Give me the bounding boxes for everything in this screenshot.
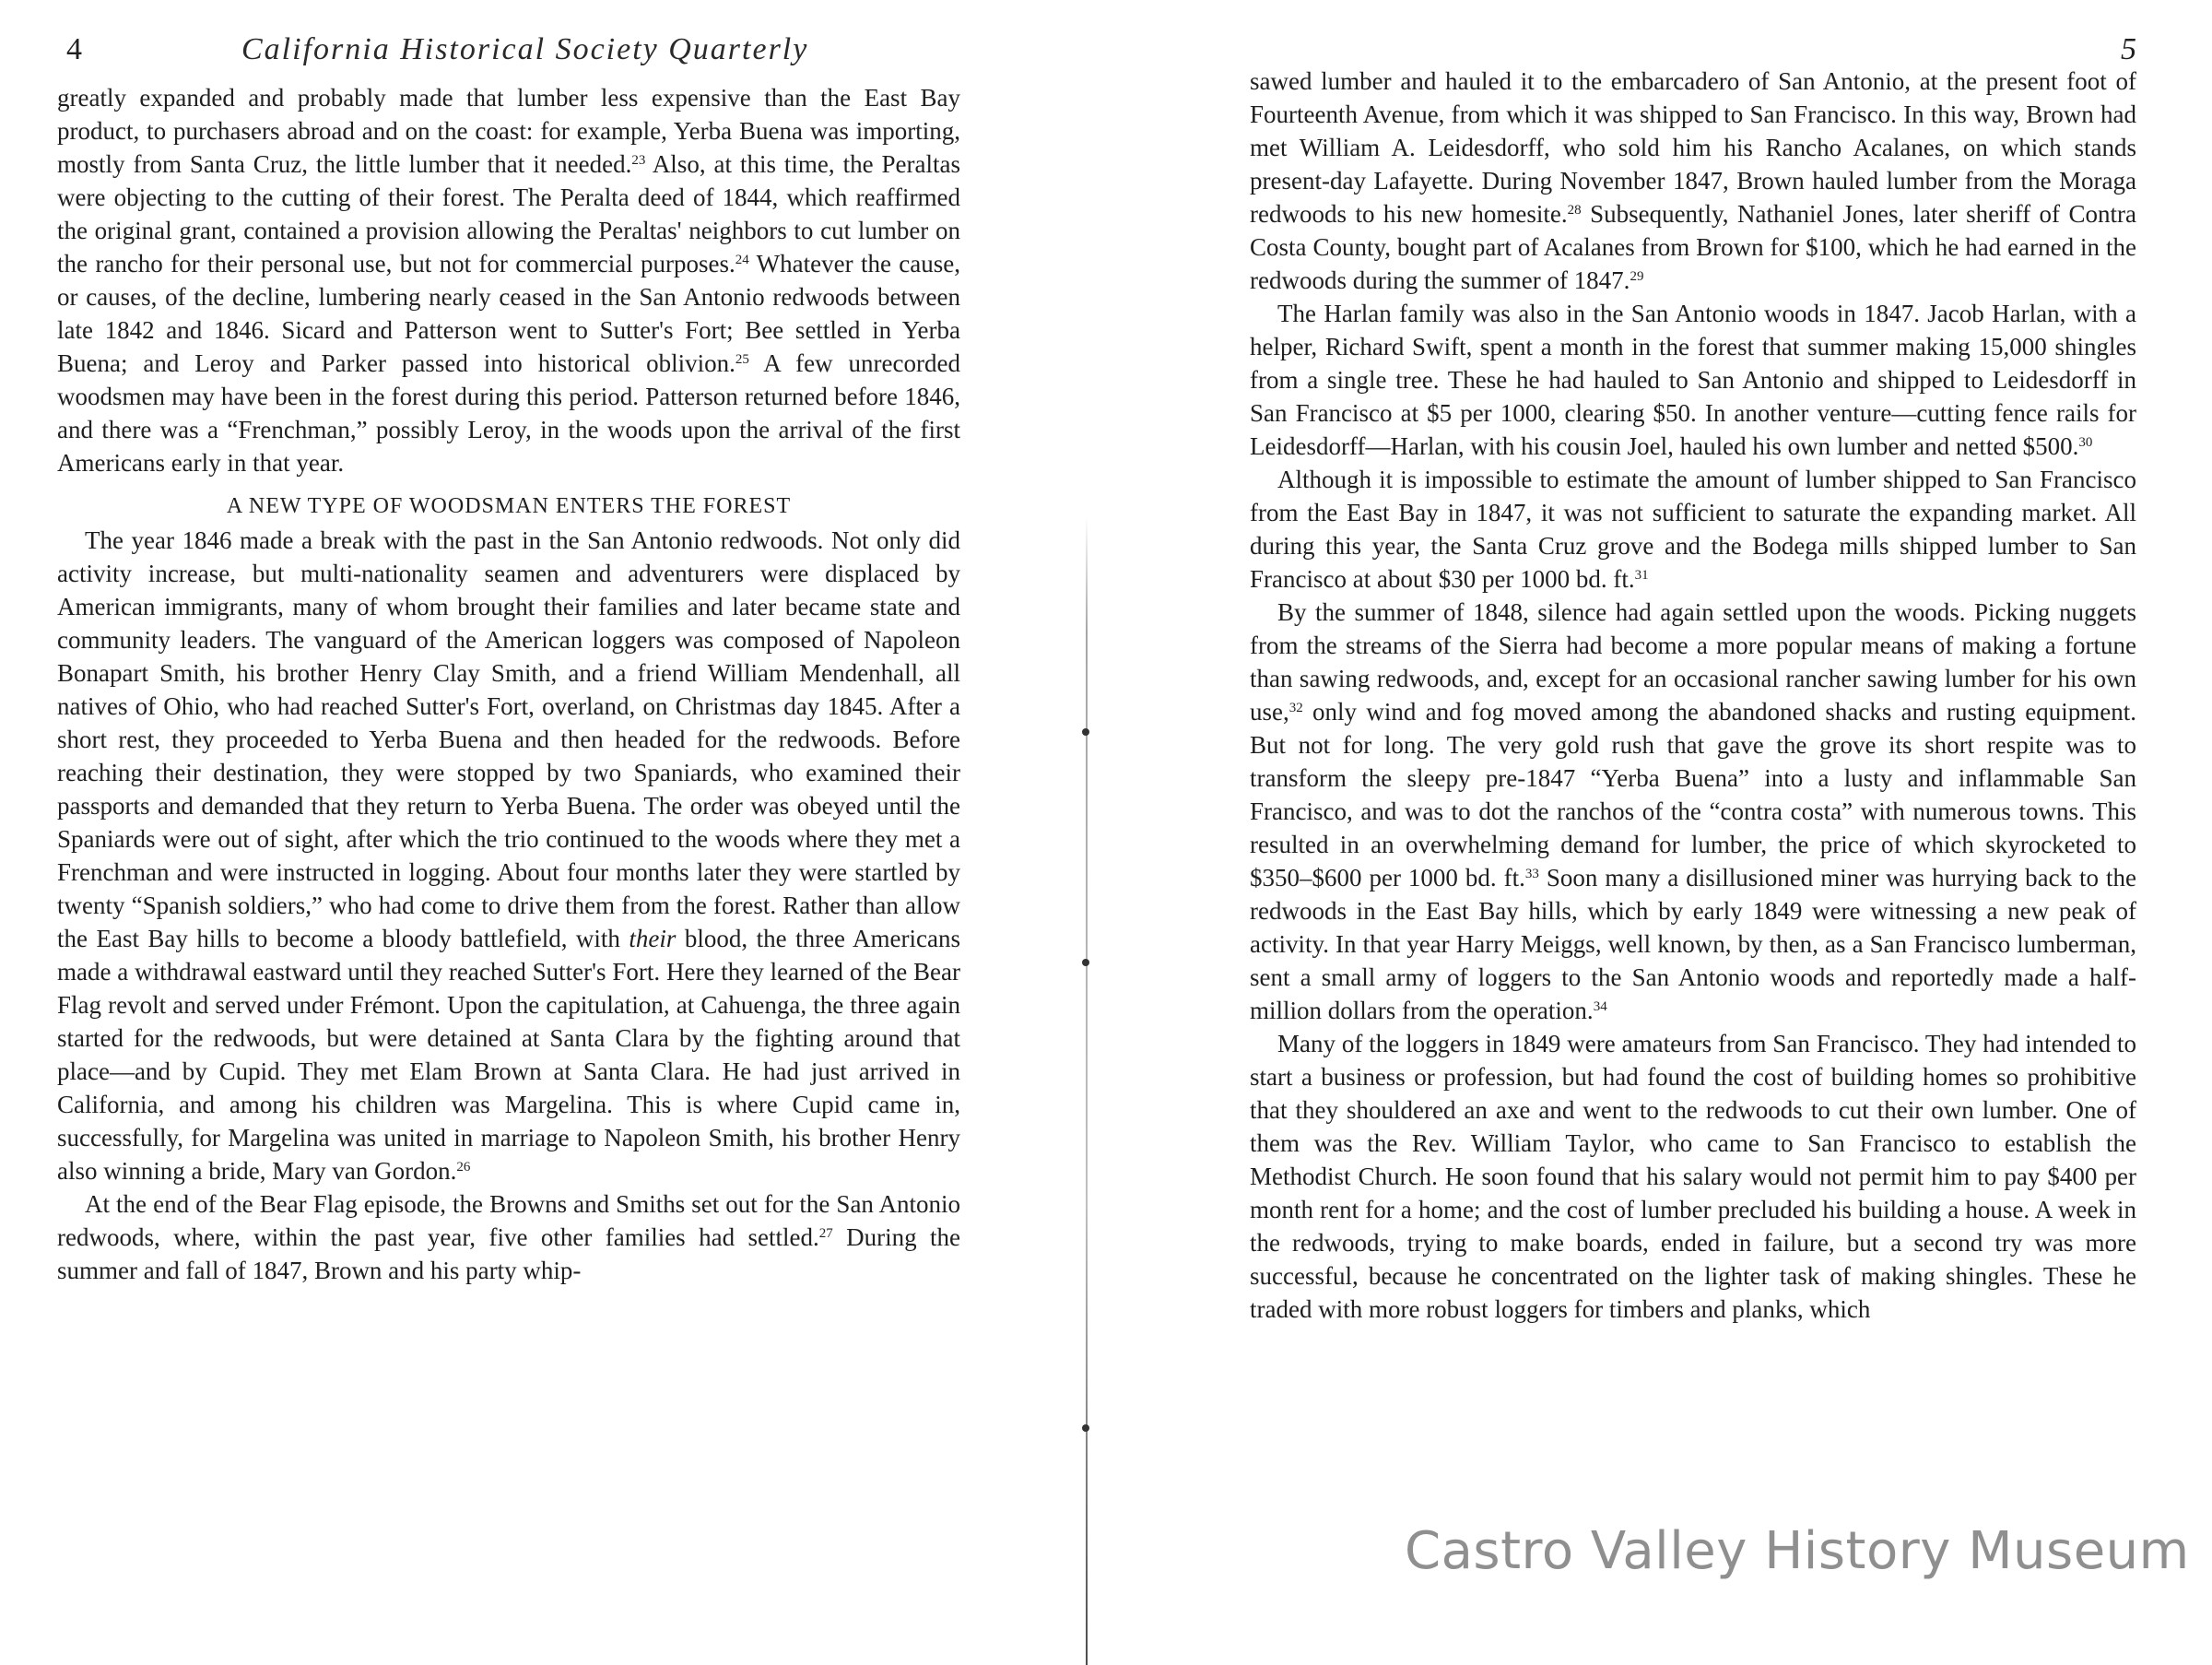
paragraph: At the end of the Bear Flag episode, the Browns and Smiths set out for the San Antonio redwoods, where, within the past year, five other families had settled.$^{27}$ During the summer and fall of 1847, Brown and his party whip- bbox=[57, 1190, 960, 1284]
footnote-ref: 24 bbox=[735, 253, 749, 267]
page-gutter bbox=[1086, 516, 1088, 1665]
paragraph: Many of the loggers in 1849 were amateurs from San Francisco. They had intended to start a business or profession, but had found the cost of building homes so prohibitive that they shouldered an axe and went to the redwoods to cut their own lumber. One of them was the Rev. William Taylor, who came to San Francisco to establish the Methodist Church. He soon found that his salary would not permit him to pay $400 per month rent for a home; and the cost of lumber precluded his building a house. A week in the redwoods, trying to make boards, ended in failure, but a second try was more successful, because he concentrated on the lighter task of making shingles. These he traded with more robust loggers for timbers and planks, which bbox=[1250, 1030, 2136, 1323]
footnote-ref: 33 bbox=[1524, 867, 1539, 881]
footnote-ref: 27 bbox=[818, 1226, 833, 1241]
paragraph: Although it is impossible to estimate the amount of lumber shipped to San Francisco from the East Bay in 1847, it was not sufficient to saturate the expanding market. All during this year, the Santa Cruz grove and the Bodega mills shipped lumber to San Francisco at about $30 per 1000 bd. ft.$^{31}$ bbox=[1250, 466, 2136, 593]
footnote-ref: 34 bbox=[1593, 999, 1607, 1014]
page-number-left: 4 bbox=[66, 32, 82, 66]
footnote-ref: 23 bbox=[631, 153, 646, 168]
right-page bbox=[1250, 0, 2136, 1665]
gutter-mark bbox=[1082, 1424, 1089, 1432]
footnote-ref: 26 bbox=[456, 1160, 471, 1175]
running-head-left bbox=[57, 28, 960, 72]
gutter-mark bbox=[1082, 728, 1089, 736]
footnote-ref: 28 bbox=[1567, 203, 1582, 218]
journal-title: California Historical Society Quarterly bbox=[241, 32, 809, 66]
museum-watermark: Castro Valley History Museum bbox=[1405, 1521, 2190, 1581]
paragraph: sawed lumber and hauled it to the embarcadero of San Antonio, at the present foot of Fourteenth Avenue, from which it was shipped to San Francisco. In this way, Brown had met William A. Leidesdorff, who sold him his Rancho Acalanes, on which stands present-day Lafayette. During November 1847, Brown hauled lumber from the Moraga redwoods to his new homesite.$^{28}$ Subsequently, Nathaniel Jones, later sheriff of Contra Costa County, bought part of Acalanes from Brown for $100, which he had earned in the redwoods during the summer of 1847.29 bbox=[1250, 67, 2136, 294]
footnote-ref: 31 bbox=[1634, 568, 1649, 583]
footnote-ref: 30 bbox=[2078, 435, 2093, 450]
left-page bbox=[57, 0, 960, 1665]
footnote-ref: 32 bbox=[1288, 701, 1303, 715]
page-number-right: 5 bbox=[2121, 32, 2136, 66]
gutter-mark bbox=[1082, 959, 1089, 966]
right-body-text bbox=[1250, 65, 2136, 1326]
paragraph: greatly expanded and probably made that lumber less expensive than the East Bay product, to purchasers abroad and on the coast: for example, Yerba Buena was importing, mostly from Santa Cruz, the little lumber that it needed.$^{23}$ Also, at this time, the Peraltas were objecting to the cutting of their forest. The Peralta deed of 1844, which reaffirmed the original grant, contained a provision allowing the Peraltas' neighbors to cut lumber on the rancho for their personal use, but not for commercial purposes.$^{24}$ Whatever the cause, or causes, of the decline, lumbering nearly ceased in the San Antonio redwoods between late 1842 and 1846. Sicard and Patterson went to Sutter's Fort; Bee settled in Yerba Buena; and Leroy and Parker passed into historical oblivion.$^{25}$ A few unrecorded woodsmen may have been in the forest during this period. Patterson returned before 1846, and there was a “Frenchman,” possibly Leroy, in the woods upon the arrival of the first Americans early in that year. bbox=[57, 84, 960, 477]
left-body-text bbox=[57, 81, 960, 1287]
paragraph: By the summer of 1848, silence had again settled upon the woods. Picking nuggets from the streams of the Sierra had become a more popular means of making a fortune than sawing redwoods, and, except for an occasional rancher sawing lumber for his own use,$^{32}$ only wind and fog moved among the abandoned shacks and rusting equipment. But not for long. The very gold rush that gave the grove its short respite was to transform the sleepy pre-1847 “Yerba Buena” into a lusty and inflammable San Francisco, and was to dot the ranchos of the “contra costa” with numerous towns. This resulted in an overwhelming demand for lumber, the price of which skyrocketed to $350–$600 per 1000 bd. ft.$^{33}$ Soon many a disillusioned miner was hurrying back to the redwoods in the East Bay hills, which by early 1849 were witnessing a new peak of activity. In that year Harry Meiggs, well known, by then, as a San Francisco lumberman, sent a small army of loggers to the San Antonio woods and reportedly made a half-million dollars from the operation.$^{34}$ bbox=[1250, 598, 2137, 1024]
footnote-ref: 25 bbox=[735, 352, 749, 367]
paragraph: The Harlan family was also in the San Antonio woods in 1847. Jacob Harlan, with a helper, Richard Swift, spent a month in the forest that summer making 15,000 shingles from a single tree. These he had hauled to San Antonio and shipped to Leidesdorff in San Francisco at $5 per 1000, clearing $50. In another venture—cutting fence rails for Leidesdorff—Harlan, with his cousin Joel, hauled his own lumber and netted $500.30 bbox=[1250, 300, 2136, 460]
paragraph: The year 1846 made a break with the past in the San Antonio redwoods. Not only did activity increase, but multi-nationality seamen and adventurers were displaced by American immigrants, many of whom brought their families and later became state and community leaders. The vanguard of the American loggers was composed of Napoleon Bonapart Smith, his brother Henry Clay Smith, and a friend William Mendenhall, all natives of Ohio, who had reached Sutter's Fort, overland, on Christmas day 1845. After a short rest, they proceeded to Yerba Buena and then headed for the redwoods. Before reaching their destination, they were stopped by two Spaniards, who examined their passports and demanded that they return to Yerba Buena. The order was obeyed until the Spaniards were out of sight, after which the trio continued to the woods where they met a Frenchman and were instructed in logging. About four months later they were startled by twenty “Spanish soldiers,” who had come to drive them from the forest. Rather than allow the East Bay hills to become a bloody battlefield, with their blood, the three Americans made a withdrawal eastward until they reached Sutter's Fort. Here they learned of the Bear Flag revolt and served under Frémont. Upon the capitulation, at Cahuenga, the three again started for the redwoods, but were detained at Santa Clara by the fighting around that place—and by Cupid. They met Elam Brown at Santa Clara. He had just arrived in California, and among his children was Margelina. This is where Cupid came in, successfully, for Margelina was united in marriage to Napoleon Smith, his brother Henry also winning a bride, Mary van Gordon.$^{26}$ bbox=[57, 526, 960, 1185]
section-heading: A NEW TYPE OF WOODSMAN ENTERS THE FOREST bbox=[226, 494, 792, 518]
footnote-ref: 29 bbox=[1630, 269, 1644, 284]
